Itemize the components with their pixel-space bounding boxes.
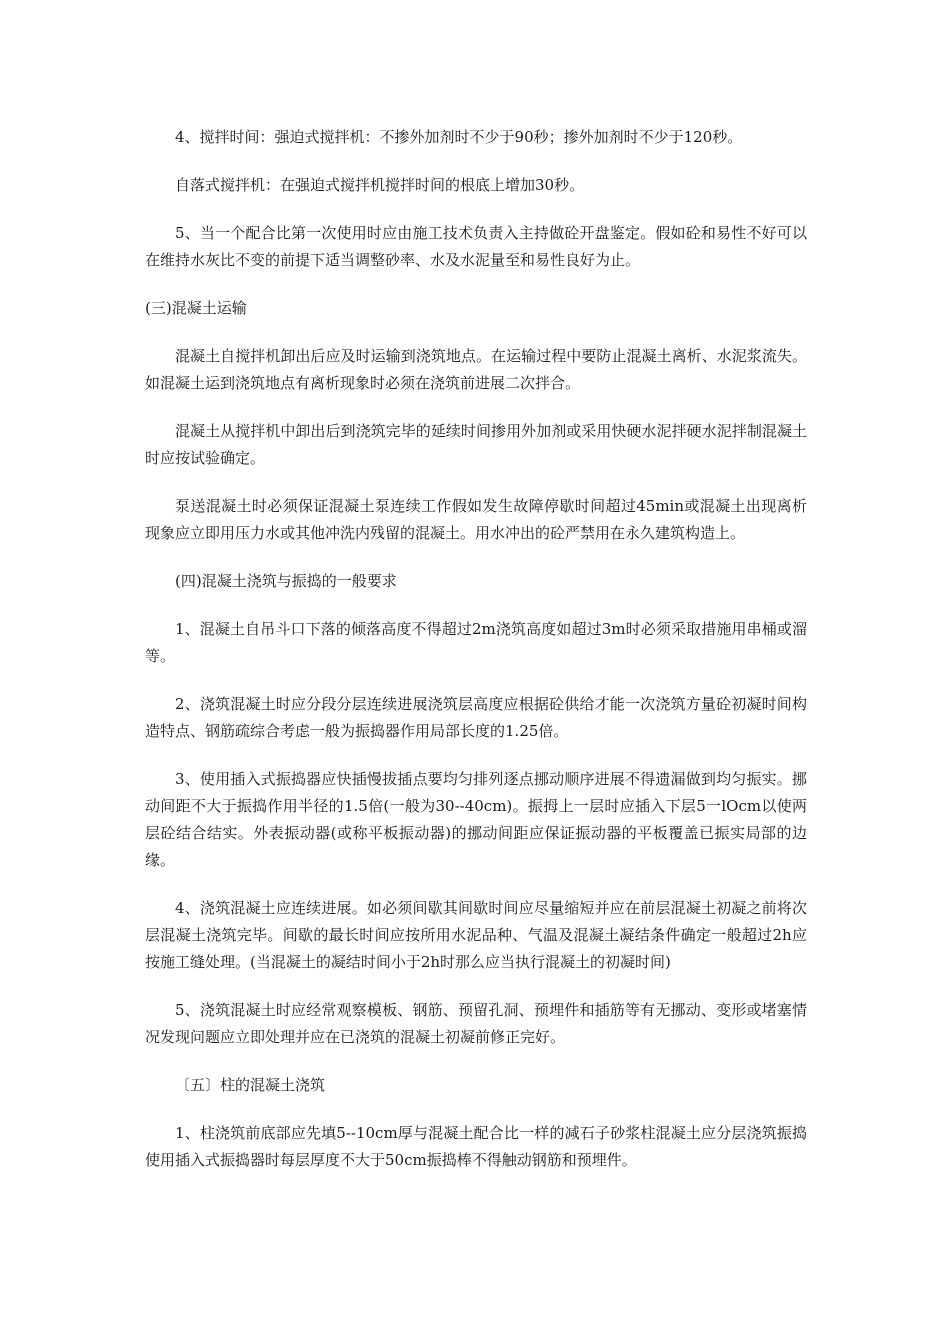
paragraph-layered-pouring: 2、浇筑混凝土时应分段分层连续进展浇筑层高度应根据砼供给才能一次浇筑方量砼初凝时间构造特点、钢筋疏综合考虑一般为振捣器作用局部长度的1.25倍。 bbox=[145, 695, 807, 740]
paragraph-free-fall-mixer: 自落式搅拌机：在强迫式搅拌机搅拌时间的根底上增加30秒。 bbox=[175, 176, 585, 194]
paragraph-mix-ratio-check: 5、当一个配合比第一次使用时应由施工技术负责入主持做砼开盘鉴定。假如砼和易性不好可以在维持水灰比不变的前提下适当调整砂率、水及水泥量至和易性良好为止。 bbox=[145, 224, 807, 269]
paragraph-transport-timing: 混凝土自搅拌机卸出后应及时运输到浇筑地点。在运输过程中要防止混凝土离析、水泥浆流失。如混凝土运到浇筑地点有离析现象时必须在浇筑前进展二次拌合。 bbox=[145, 347, 807, 392]
paragraph-inspection: 5、浇筑混凝土时应经常观察模板、钢筋、预留孔洞、预埋件和插筋等有无挪动、变形或堵塞情况发现问题应立即处理并应在已浇筑的混凝土初凝前修正完好。 bbox=[145, 1001, 807, 1046]
section-heading-transport: (三)混凝土运输 bbox=[145, 299, 247, 317]
section-heading-pouring: (四)混凝土浇筑与振捣的一般要求 bbox=[175, 572, 397, 590]
paragraph-mixing-time: 4、搅拌时间：强迫式搅拌机：不掺外加剂时不少于90秒；掺外加剂时不少于120秒。 bbox=[175, 128, 743, 146]
document-body bbox=[145, 124, 807, 1195]
section-heading-column: 〔五〕柱的混凝土浇筑 bbox=[175, 1076, 326, 1094]
paragraph-duration: 混凝土从搅拌机中卸出后到浇筑完毕的延续时间掺用外加剂或采用快硬水泥拌硬水泥拌制混凝土时应按试验确定。 bbox=[145, 422, 807, 467]
paragraph-drop-height: 1、混凝土自吊斗口下落的倾落高度不得超过2m浇筑高度如超过3m时必须采取措施用串桶或溜等。 bbox=[145, 620, 807, 665]
paragraph-column-base: 1、柱浇筑前底部应先填5--10cm厚与混凝土配合比一样的减石子砂浆柱混凝土应分层浇筑振捣使用插入式振捣器时每层厚度不大于50cm振捣棒不得触动钢筋和预埋件。 bbox=[145, 1124, 807, 1169]
paragraph-vibrator-use: 3、使用插入式振捣器应快插慢拔插点要均匀排列逐点挪动顺序进展不得遗漏做到均匀振实。挪动间距不大于振捣作用半径的1.5倍(一般为30--40cm)。振拇上一层时应插入下层5一lOcm以使两层砼结合结实。外表振动器(或称平板振动器)的挪动间距应保证振动器的平板覆盖已振实局部的边缘。 bbox=[145, 770, 807, 869]
paragraph-continuous-pouring: 4、浇筑混凝土应连续进展。如必须间歇其间歇时间应尽量缩短并应在前层混凝土初凝之前将次层混凝土浇筑完毕。间歇的最长时间应按所用水泥品种、气温及混凝土凝结条件确定一般超过2h应按施工缝处理。(当混凝土的凝结时间小于2h时那么应当执行混凝土的初凝时间) bbox=[145, 899, 807, 971]
paragraph-pumping: 泵送混凝土时必须保证混凝土泵连续工作假如发生故障停歇时间超过45min或混凝土出现离析现象应立即用压力水或其他冲洗内残留的混凝土。用水冲出的砼严禁用在永久建筑构造上。 bbox=[145, 497, 807, 542]
